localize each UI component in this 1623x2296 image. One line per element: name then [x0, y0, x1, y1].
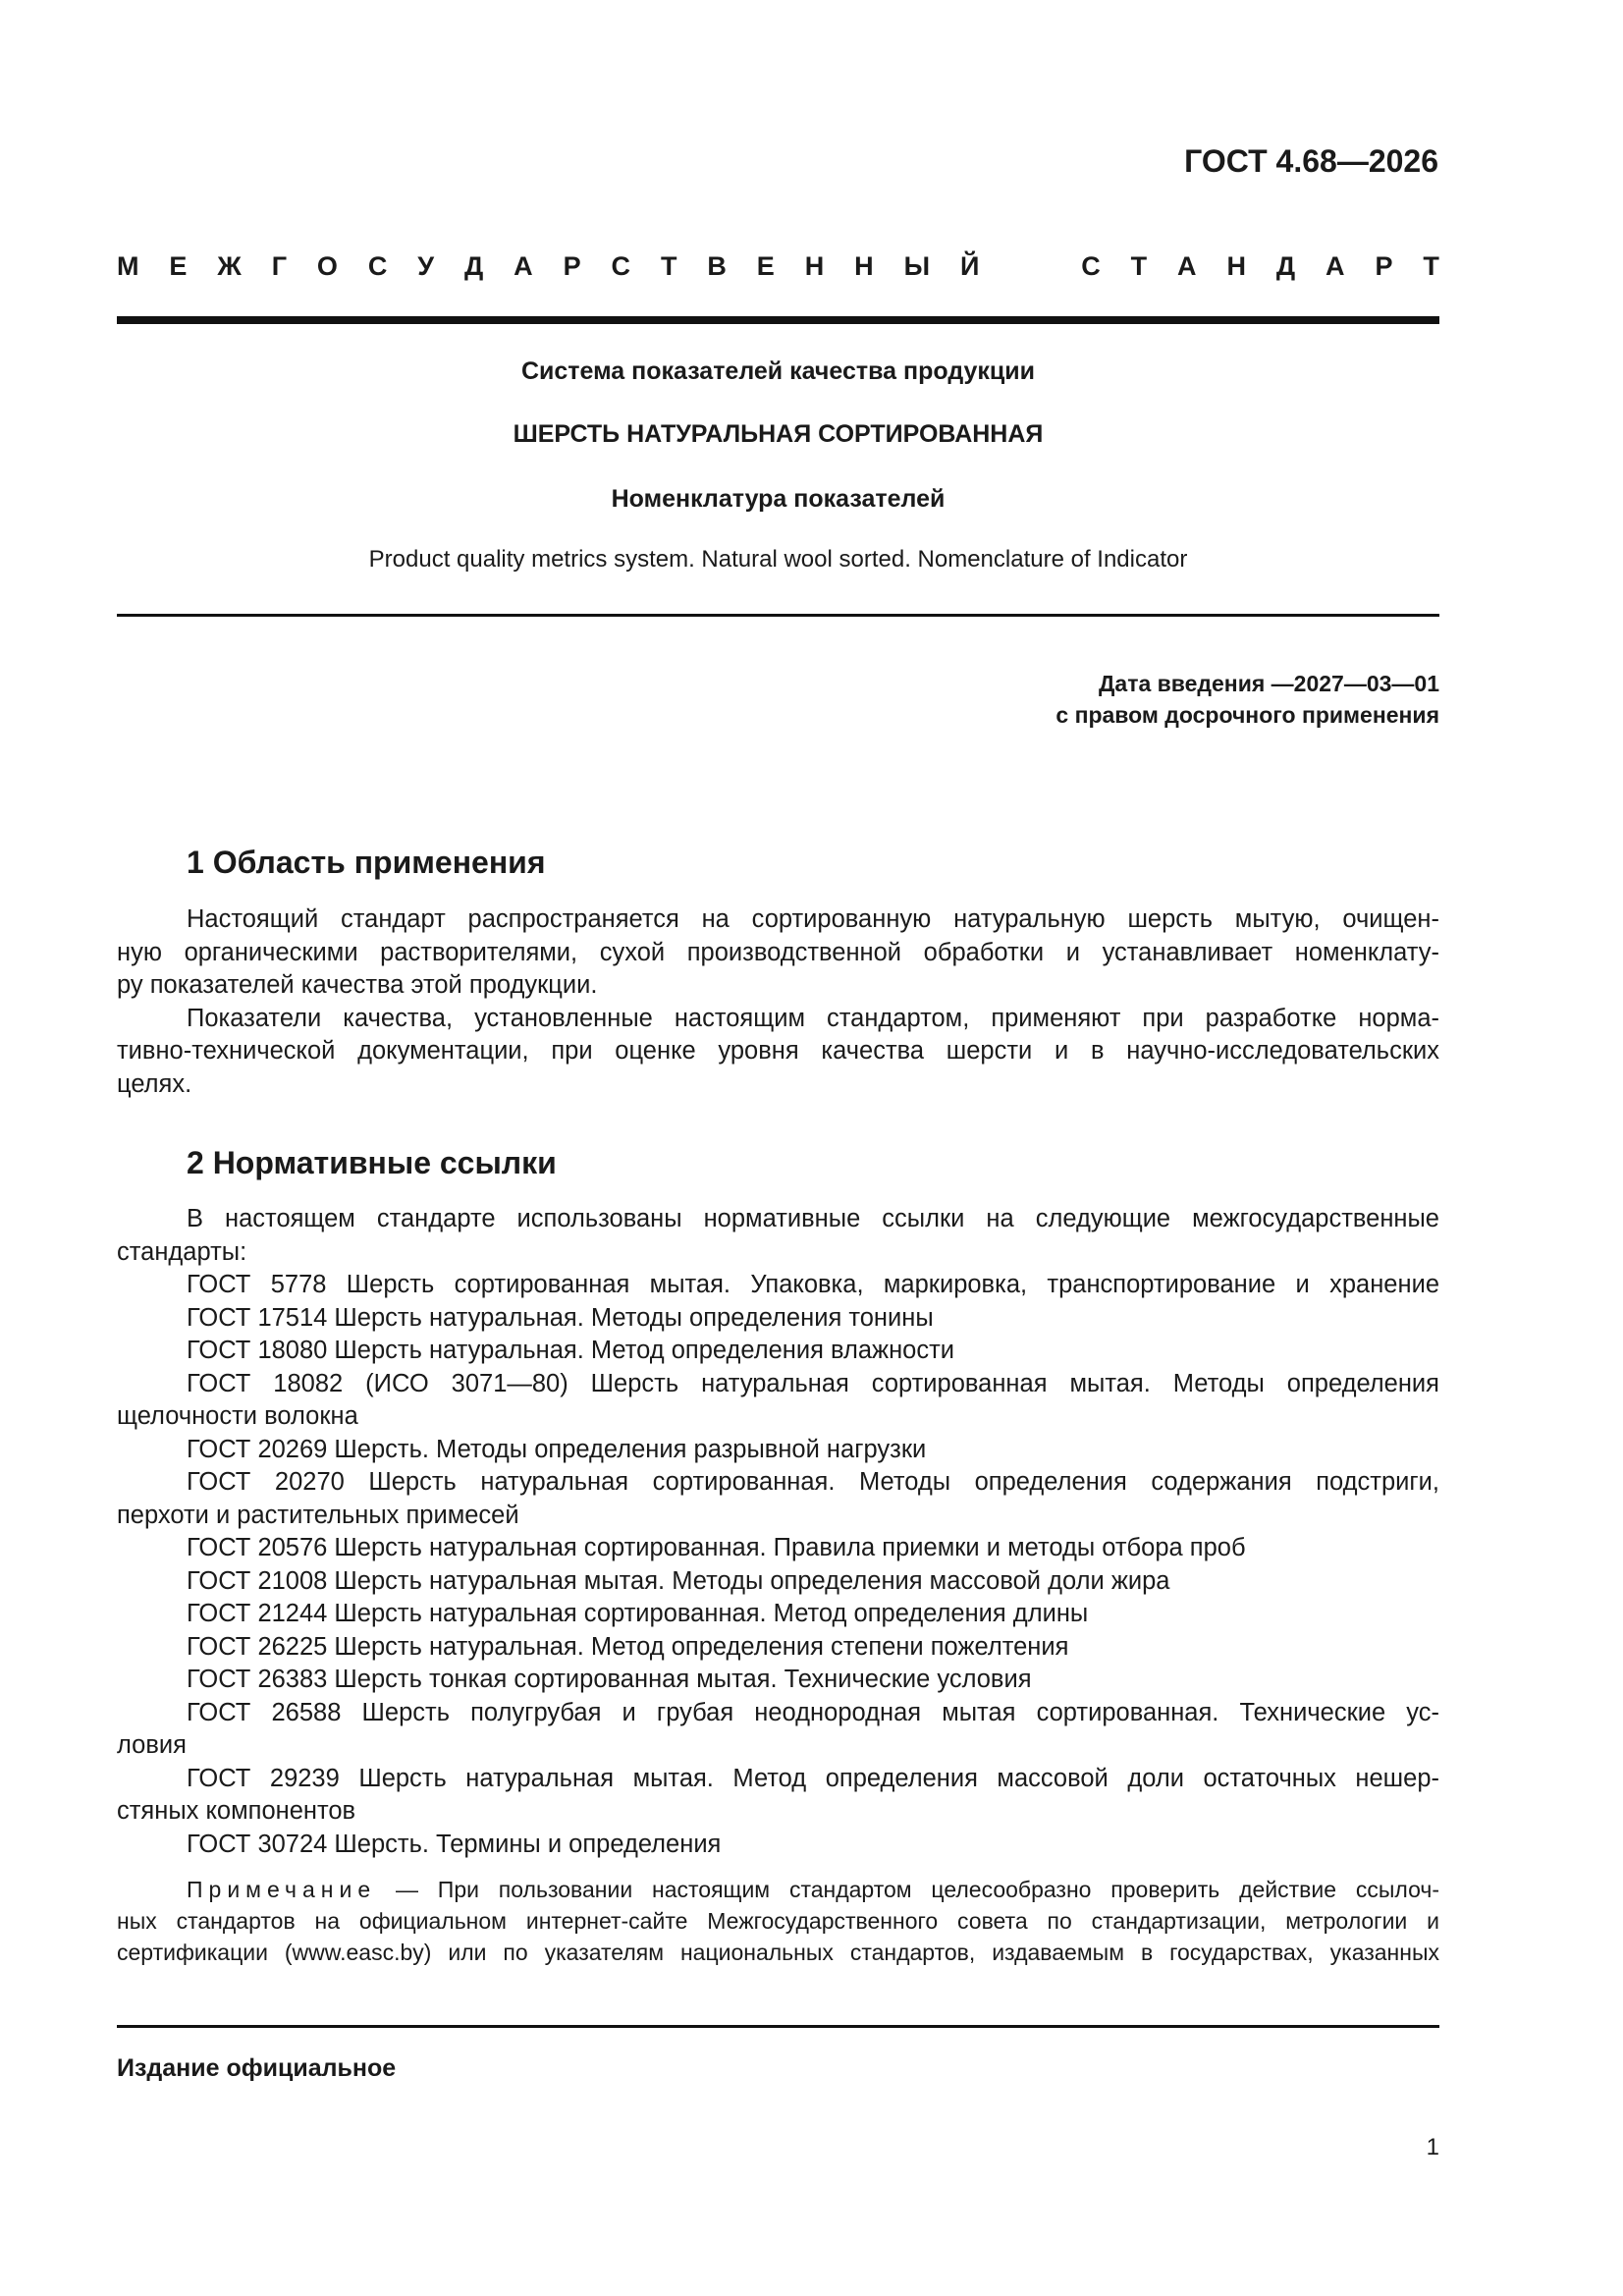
section-2-line: стандарты: — [117, 1237, 247, 1266]
title-divider — [117, 614, 1439, 617]
reference-item: ГОСТ 18080 Шерсть натуральная. Метод определения влажности — [187, 1337, 955, 1364]
section-1-line: Настоящий стандарт распространяется на сортированную натуральную шерсть мытую, очищен- — [187, 905, 1439, 933]
standard-type-letter: Ж — [217, 251, 242, 281]
section-1-body — [117, 903, 1439, 1101]
standard-type-letter: Й — [959, 251, 980, 281]
standard-type-letter: Е — [169, 251, 188, 281]
section-1-line: Показатели качества, установленные настоящим стандартом, применяют при разработке норма- — [187, 1004, 1439, 1032]
note-line: сертификации (www.easc.by) или по указателям национальных стандартов, издаваемым в государствах, указанных — [117, 1940, 1439, 1965]
note-block — [117, 1874, 1439, 1968]
reference-item-cont: перхоти и растительных примесей — [117, 1501, 519, 1529]
standard-type-letter: В — [707, 251, 727, 281]
introduction-date: Дата введения —2027—03—01 — [1099, 671, 1439, 696]
reference-item: ГОСТ 5778 Шерсть сортированная мытая. Упаковка, маркировка, транспортирование и хранение — [187, 1271, 1439, 1298]
standard-type-letter: Н — [804, 251, 825, 281]
note-label: Примечание — [187, 1877, 377, 1902]
reference-item: ГОСТ 29239 Шерсть натуральная мытая. Метод определения массовой доли остаточных нешер- — [187, 1764, 1439, 1792]
section-1-line: ру показателей качества этой продукции. — [117, 971, 598, 999]
standard-type-letter: А — [514, 251, 533, 281]
reference-item: ГОСТ 26588 Шерсть полугрубая и грубая неоднородная мытая сортированная. Технические ус- — [187, 1698, 1439, 1726]
standard-type-letter: Ы — [903, 251, 931, 281]
section-2-heading: 2 Нормативные ссылки — [187, 1145, 557, 1180]
footer-divider — [117, 2025, 1439, 2028]
standard-type-letter: Р — [563, 251, 581, 281]
standard-type-letter: М — [117, 251, 139, 281]
reference-item-cont: стяных компонентов — [117, 1797, 356, 1825]
standard-type-letter: Н — [1226, 251, 1246, 281]
reference-item: ГОСТ 18082 (ИСО 3071—80) Шерсть натуральная сортированная мытая. Методы определения — [187, 1369, 1439, 1397]
standard-type-heading — [117, 251, 1439, 282]
standard-type-letter: С — [611, 251, 631, 281]
page-number: 1 — [1426, 2134, 1439, 2160]
document-code: ГОСТ 4.68—2026 — [1184, 143, 1438, 179]
note-line — [117, 1874, 1439, 1905]
header-divider — [117, 316, 1439, 324]
reference-item: ГОСТ 21244 Шерсть натуральная сортированная. Метод определения длины — [187, 1600, 1089, 1627]
standard-type-letter: Д — [1275, 251, 1296, 281]
standard-type-letter: У — [417, 251, 435, 281]
early-application-note: с правом досрочного применения — [1055, 702, 1439, 728]
section-2-body — [117, 1203, 1439, 1861]
reference-item: ГОСТ 17514 Шерсть натуральная. Методы определения тонины — [187, 1303, 934, 1332]
standard-type-letter: Р — [1375, 251, 1393, 281]
standard-type-letter: А — [1325, 251, 1345, 281]
reference-item-cont: ловия — [117, 1731, 187, 1759]
reference-item: ГОСТ 26225 Шерсть натуральная. Метод определения степени пожелтения — [187, 1632, 1069, 1661]
section-1-heading: 1 Область применения — [187, 845, 546, 880]
introduction-date-block — [1055, 668, 1439, 731]
reference-item: ГОСТ 20269 Шерсть. Методы определения разрывной нагрузки — [187, 1435, 927, 1463]
note-line: ных стандартов на официальном интернет-сайте Межгосударственного совета по стандартизации, метрологии и — [117, 1908, 1439, 1934]
reference-item: ГОСТ 21008 Шерсть натуральная мытая. Методы определения массовой доли жира — [187, 1566, 1170, 1595]
standard-type-letter: С — [367, 251, 388, 281]
document-title: ШЕРСТЬ НАТУРАЛЬНАЯ СОРТИРОВАННАЯ — [513, 420, 1044, 448]
standard-type-letter: А — [1177, 251, 1197, 281]
standard-type-letter: Т — [1423, 251, 1439, 281]
standard-type-letter: Д — [464, 251, 484, 281]
document-subtitle: Номенклатура показателей — [611, 485, 946, 513]
standard-type-letter: Н — [854, 251, 874, 281]
standard-type-letter: Т — [660, 251, 677, 281]
official-edition-label: Издание официальное — [117, 2054, 397, 2082]
word-gap — [1009, 251, 1051, 282]
reference-item: ГОСТ 26383 Шерсть тонкая сортированная мытая. Технические условия — [187, 1666, 1032, 1693]
standard-type-letter: С — [1081, 251, 1101, 281]
reference-item-cont: щелочности волокна — [117, 1402, 358, 1430]
english-title: Product quality metrics system. Natural wool sorted. Nomenclature of Indicator — [368, 546, 1188, 573]
section-1-line: целях. — [117, 1069, 192, 1098]
standard-type-letter: Е — [756, 251, 775, 281]
reference-item: ГОСТ 30724 Шерсть. Термины и определения — [187, 1830, 722, 1858]
section-1-line: ную органическими растворителями, сухой производственной обработки и устанавливает номенклату- — [117, 938, 1439, 966]
reference-item: ГОСТ 20576 Шерсть натуральная сортированная. Правила приемки и методы отбора проб — [187, 1534, 1246, 1561]
standard-type-letter: Г — [271, 251, 287, 281]
note-text: — При пользовании настоящим стандартом целесообразно проверить действие ссылоч- — [376, 1877, 1439, 1902]
section-1-line: тивно-технической документации, при оценке уровня качества шерсти и в научно-исследовательских — [117, 1037, 1439, 1065]
standard-type-letter: Т — [1130, 251, 1148, 281]
section-2-line: В настоящем стандарте использованы нормативные ссылки на следующие межгосударственные — [187, 1205, 1439, 1232]
reference-item: ГОСТ 20270 Шерсть натуральная сортированная. Методы определения содержания подстриги, — [187, 1468, 1439, 1496]
series-title: Система показателей качества продукции — [520, 357, 1036, 385]
standard-type-letter: О — [316, 251, 338, 281]
